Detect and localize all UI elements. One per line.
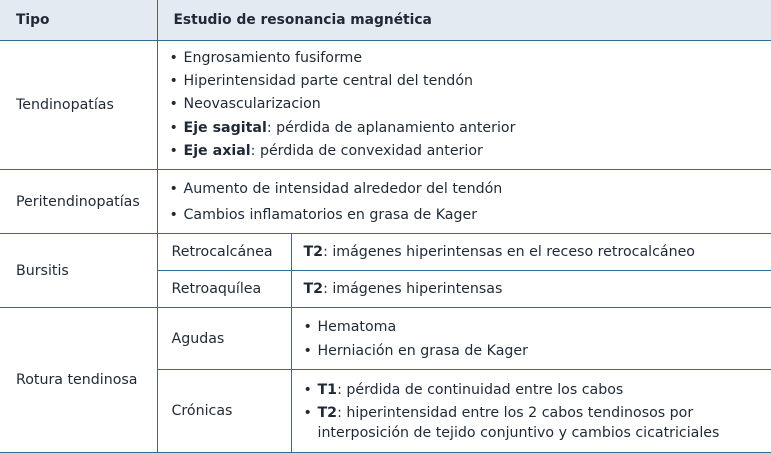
bold-label: Eje axial [183, 142, 251, 159]
list-item: • Engrosamiento fusiforme [170, 47, 771, 70]
item-text: : pérdida de convexidad anterior [250, 142, 483, 159]
desc-retroaquilea [291, 271, 771, 308]
tipo-peritendinopatias: Peritendinopatías [0, 170, 157, 234]
desc-agudas [291, 308, 771, 370]
tipo-tendinopatias: Tendinopatías [0, 41, 157, 170]
sub-agudas: Agudas [157, 308, 291, 370]
list-item: • Herniación en grasa de Kager [304, 339, 771, 363]
bold-label: T1 [317, 381, 338, 398]
bold-label: T2 [303, 281, 324, 297]
list-item: • Neovascularizacion [170, 93, 771, 116]
row-peritendinopatias [0, 170, 771, 234]
list-item: • Hematoma [304, 315, 771, 339]
item-text: : imágenes hiperintensas [323, 281, 503, 297]
list-tendinopatias [170, 47, 771, 163]
header-tipo: Tipo [0, 0, 157, 41]
row-bursitis-retrocalcanea [0, 234, 771, 271]
list-item [304, 380, 771, 400]
desc-tendinopatias [157, 41, 771, 170]
sub-retroaquilea: Retroaquílea [157, 271, 291, 308]
desc-retrocalcanea [291, 234, 771, 271]
item-text: : pérdida de continuidad entre los cabos [337, 381, 624, 398]
list-item [304, 403, 771, 443]
list-item: • Hiperintensidad parte central del tendón [170, 70, 771, 93]
bold-label: Eje sagital [183, 119, 267, 136]
list-item: • Aumento de intensidad alrededor del tendón [170, 176, 771, 202]
tipo-rotura: Rotura tendinosa [0, 308, 157, 453]
sub-cronicas: Crónicas [157, 370, 291, 453]
sub-retrocalcanea: Retrocalcánea [157, 234, 291, 271]
list-peritendinopatias [170, 176, 771, 228]
list-item [170, 117, 771, 140]
item-text: : hiperintensidad entre los 2 cabos tendinosos por interposición de tejido conjuntivo y cambios cicatriciales [317, 404, 720, 441]
tipo-bursitis: Bursitis [0, 234, 157, 308]
bold-label: T2 [303, 244, 324, 260]
row-rotura-agudas [0, 308, 771, 370]
list-agudas [304, 315, 771, 363]
item-text: : imágenes hiperintensas en el receso retrocalcáneo [323, 244, 695, 260]
item-text: : pérdida de aplanamiento anterior [266, 119, 516, 136]
header-estudio: Estudio de resonancia magnética [157, 0, 771, 41]
header-row [0, 0, 771, 41]
desc-peritendinopatias [157, 170, 771, 234]
list-cronicas [304, 380, 771, 443]
desc-cronicas [291, 370, 771, 453]
row-tendinopatias [0, 41, 771, 170]
list-item [170, 140, 771, 163]
bold-label: T2 [317, 404, 338, 421]
list-item: • Cambios inflamatorios en grasa de Kager [170, 202, 771, 228]
